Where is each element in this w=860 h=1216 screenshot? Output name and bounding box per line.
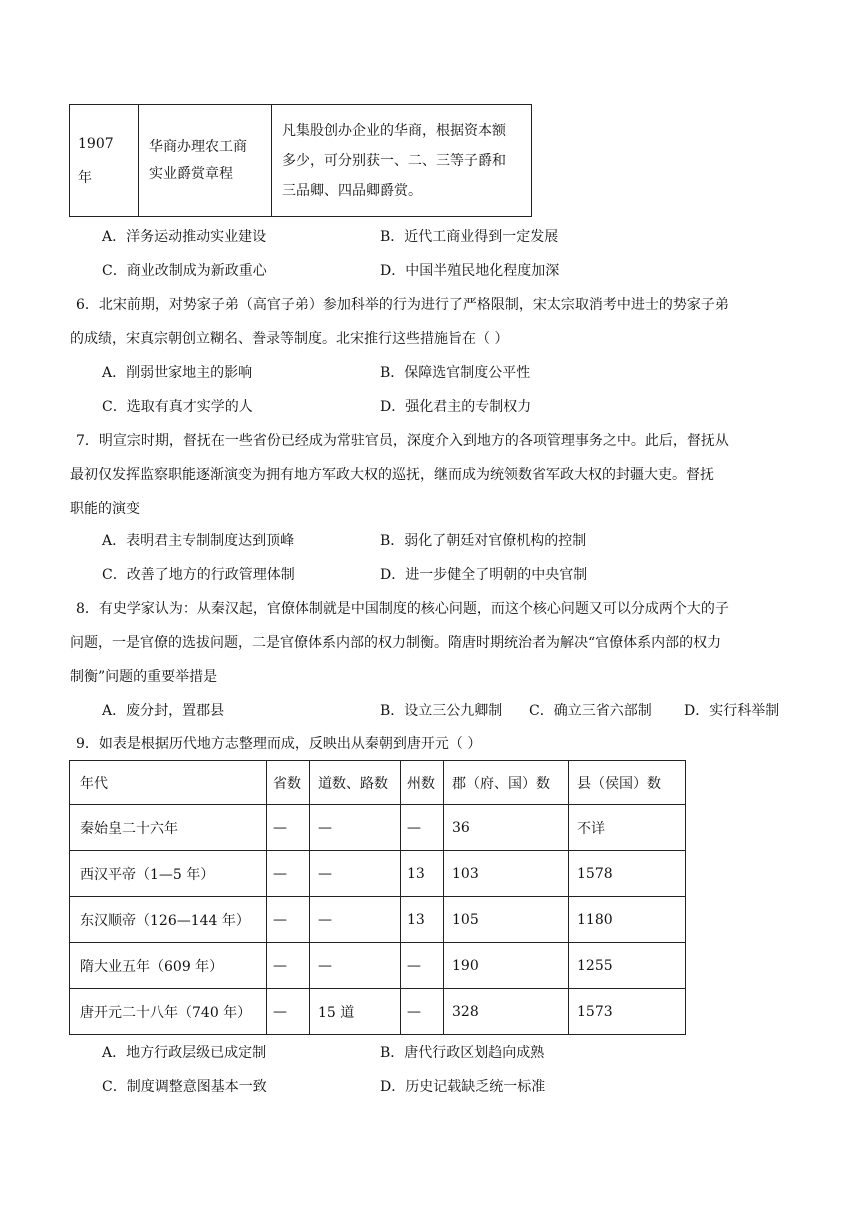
q9-option-d[interactable]: D．历史记载缺乏统一标准 bbox=[380, 1079, 546, 1095]
header-cell: 道数、路数 bbox=[310, 761, 401, 805]
table-cell: 105 bbox=[444, 897, 569, 943]
table-cell: 328 bbox=[444, 989, 569, 1035]
q9-option-c[interactable]: C．制度调整意图基本一致 bbox=[102, 1079, 267, 1095]
q9-option-b[interactable]: B．唐代行政区划趋向成熟 bbox=[380, 1045, 545, 1061]
table-row bbox=[70, 943, 686, 989]
title-line: 华商办理农工商 bbox=[149, 138, 247, 155]
q5-option-d[interactable]: D．中国半殖民地化程度加深 bbox=[380, 263, 560, 279]
table-cell: 15 道 bbox=[310, 989, 401, 1035]
q5-option-c[interactable]: C．商业改制成为新政重心 bbox=[102, 263, 267, 279]
content-line: 三品卿、四品卿爵赏。 bbox=[282, 182, 422, 199]
q6-option-b[interactable]: B．保障选官制度公平性 bbox=[380, 365, 531, 381]
q7-stem-line: 职能的演变 bbox=[70, 501, 140, 517]
table-cell: 1573 bbox=[569, 989, 686, 1035]
reform-table bbox=[69, 104, 532, 217]
title-cell bbox=[139, 105, 272, 217]
q7-stem-line: 7．明宣宗时期，督抚在一些省份已经成为常驻官员，深度介入到地方的各项管理事务之中。此后，督抚从 bbox=[76, 433, 729, 449]
q9-option-a[interactable]: A．地方行政层级已成定制 bbox=[102, 1045, 267, 1061]
table-cell: — bbox=[267, 897, 310, 943]
table-cell: 唐开元二十八年（740 年） bbox=[70, 989, 267, 1035]
q6-option-a[interactable]: A．削弱世家地主的影响 bbox=[102, 365, 253, 381]
q9-stem: 9．如表是根据历代地方志整理而成，反映出从秦朝到唐开元（ ） bbox=[76, 736, 482, 752]
q7-option-b[interactable]: B．弱化了朝廷对官僚机构的控制 bbox=[380, 533, 587, 549]
table-row bbox=[70, 897, 686, 943]
q8-option-a[interactable]: A．废分封，置郡县 bbox=[102, 703, 225, 719]
table-cell: 190 bbox=[444, 943, 569, 989]
table-row bbox=[70, 851, 686, 897]
q5-option-a[interactable]: A．洋务运动推动实业建设 bbox=[102, 229, 267, 245]
table-row bbox=[70, 105, 532, 217]
table-cell: 1180 bbox=[569, 897, 686, 943]
table-cell: 1578 bbox=[569, 851, 686, 897]
header-cell: 州数 bbox=[401, 761, 444, 805]
table-cell: 1255 bbox=[569, 943, 686, 989]
q7-stem-line: 最初仅发挥监察职能逐渐演变为拥有地方军政大权的巡抚，继而成为统领数省军政大权的封疆大吏。督抚 bbox=[70, 467, 714, 483]
q8-option-b[interactable]: B．设立三公九卿制 bbox=[380, 703, 503, 719]
table-cell: 隋大业五年（609 年） bbox=[70, 943, 267, 989]
q7-option-c[interactable]: C．改善了地方的行政管理体制 bbox=[102, 567, 295, 583]
table-row bbox=[70, 989, 686, 1035]
table-cell: 36 bbox=[444, 805, 569, 851]
content-line: 凡集股创办企业的华商，根据资本额 bbox=[282, 122, 506, 139]
table-cell: 13 bbox=[401, 897, 444, 943]
table-cell: 103 bbox=[444, 851, 569, 897]
table-cell: 不详 bbox=[569, 805, 686, 851]
table-cell: 西汉平帝（1—5 年） bbox=[70, 851, 267, 897]
year-text: 1907 年 bbox=[78, 135, 114, 186]
table-header-row bbox=[70, 761, 686, 805]
table-cell: — bbox=[267, 805, 310, 851]
table-cell: — bbox=[310, 851, 401, 897]
q8-stem-line: 8．有史学家认为：从秦汉起，官僚体制就是中国制度的核心问题，而这个核心问题又可以分成两个大的子 bbox=[76, 601, 729, 617]
header-cell: 年代 bbox=[70, 761, 267, 805]
q7-option-a[interactable]: A．表明君主专制制度达到顶峰 bbox=[102, 533, 295, 549]
header-cell: 省数 bbox=[267, 761, 310, 805]
table-cell: — bbox=[267, 989, 310, 1035]
table-cell: — bbox=[267, 943, 310, 989]
table-cell: 13 bbox=[401, 851, 444, 897]
table-cell: — bbox=[401, 989, 444, 1035]
table-row bbox=[70, 805, 686, 851]
table-cell: — bbox=[310, 943, 401, 989]
q6-stem-line: 的成绩，宋真宗朝创立糊名、誊录等制度。北宋推行这些措施旨在（ ） bbox=[70, 331, 509, 347]
q8-option-d[interactable]: D．实行科举制 bbox=[684, 703, 780, 719]
q8-stem-line: 问题，一是官僚的选拔问题，二是官僚体系内部的权力制衡。隋唐时期统治者为解决“官僚体系内部的权力 bbox=[70, 635, 722, 651]
table-cell: 秦始皇二十六年 bbox=[70, 805, 267, 851]
q7-option-d[interactable]: D．进一步健全了明朝的中央官制 bbox=[380, 567, 588, 583]
q8-option-c[interactable]: C．确立三省六部制 bbox=[529, 703, 652, 719]
q6-stem-line: 6．北宋前期，对势家子弟（高官子弟）参加科举的行为进行了严格限制，宋太宗取消考中进士的势家子弟 bbox=[76, 297, 729, 313]
table-cell: — bbox=[310, 805, 401, 851]
content-cell bbox=[272, 105, 532, 217]
table-cell: — bbox=[401, 805, 444, 851]
table-cell: — bbox=[267, 851, 310, 897]
table-cell: 东汉顺帝（126—144 年） bbox=[70, 897, 267, 943]
prefecture-table bbox=[69, 760, 686, 1035]
title-line: 实业爵赏章程 bbox=[149, 165, 233, 182]
q6-option-d[interactable]: D．强化君主的专制权力 bbox=[380, 399, 532, 415]
content-line: 多少，可分别获一、二、三等子爵和 bbox=[282, 152, 506, 169]
table-cell: — bbox=[401, 943, 444, 989]
header-cell: 郡（府、国）数 bbox=[444, 761, 569, 805]
year-cell bbox=[70, 105, 139, 217]
q5-option-b[interactable]: B．近代工商业得到一定发展 bbox=[380, 229, 559, 245]
header-cell: 县（侯国）数 bbox=[569, 761, 686, 805]
q6-option-c[interactable]: C．选取有真才实学的人 bbox=[102, 399, 253, 415]
q8-stem-line: 制衡”问题的重要举措是 bbox=[70, 669, 218, 685]
table-cell: — bbox=[310, 897, 401, 943]
